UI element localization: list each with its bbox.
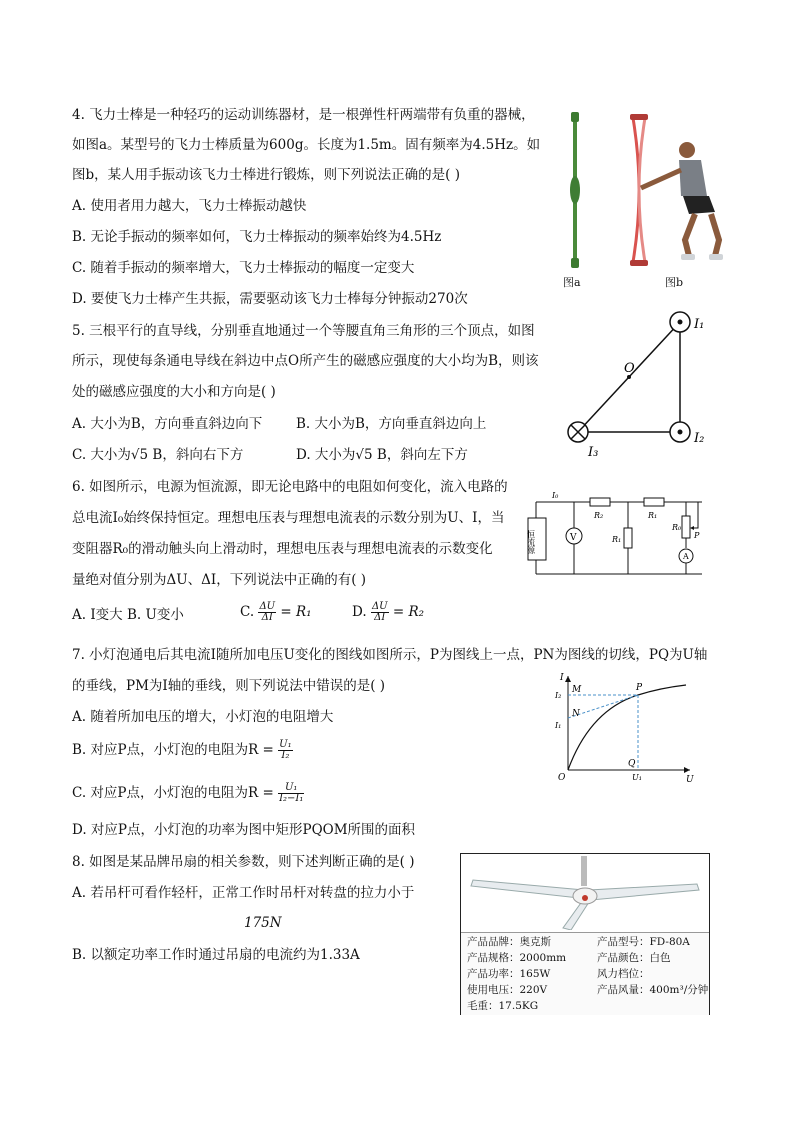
source-label: 恒流源 — [526, 530, 536, 554]
origin-label: O — [558, 773, 566, 783]
person-exercise-figure-b — [615, 110, 730, 270]
fig-b-caption: 图b — [665, 276, 684, 289]
label-i3: I₃ — [588, 445, 599, 460]
flexi-bar-figure-a — [555, 110, 595, 270]
q5-option-d: D. 大小为√5 B，斜向左下方 — [296, 447, 468, 463]
label-o: O — [624, 361, 635, 376]
u1-tick-label: U₁ — [632, 773, 642, 782]
spec-model: 产品型号：FD-80A — [597, 936, 690, 948]
q7-option-b: B. 对应P点，小灯泡的电阻为R = $\frac{\text{U₁}}{\text{I₂}}$ — [72, 739, 292, 761]
point-n-label: N — [572, 709, 580, 719]
spec-color: 产品颜色：白色 — [597, 952, 671, 964]
q8-option-a-line1: A. 若吊杆可看作轻杆，正常工作时吊杆对转盘的拉力小于 — [72, 885, 415, 901]
label-r0: R₀ — [672, 523, 682, 532]
q7-line2: 的垂线，PM为I轴的垂线，则下列说法中错误的是( ) — [72, 678, 386, 694]
label-r1: R₁ — [612, 535, 622, 544]
q8-option-b: B. 以额定功率工作时通过吊扇的电流约为1.33A — [72, 947, 360, 963]
spec-voltage: 使用电压：220V — [467, 984, 548, 996]
q6-line1: 6. 如图所示，电源为恒流源，即无论电路中的电阻如何变化，流入电路的 — [72, 479, 508, 495]
ceiling-fan-icon — [461, 854, 709, 930]
label-r1b: R₁ — [648, 511, 658, 520]
q5-option-b: B. 大小为B，方向垂直斜边向上 — [296, 416, 487, 432]
q4-line3: 图b，某人用手振动该飞力士棒进行锻炼，则下列说法正确的是( ) — [72, 167, 460, 183]
q5-line1: 5. 三根平行的直导线，分别垂直地通过一个等腰直角三角形的三个顶点，如图 — [72, 323, 535, 339]
voltmeter-label: V — [570, 533, 577, 543]
q7-option-d: D. 对应P点，小灯泡的功率为图中矩形PQOM所围的面积 — [72, 822, 416, 838]
q7-option-c: C. 对应P点，小灯泡的电阻为R = $\frac{\text{U₁}}{\text{I₂−I₁}}$ — [72, 782, 304, 804]
q4-option-b: B. 无论手振动的频率如何，飞力士棒振动的频率始终为4.5Hz — [72, 229, 442, 245]
label-p: P — [694, 531, 700, 540]
ammeter-label: A — [683, 552, 689, 561]
axis-u-label: U — [686, 775, 694, 785]
q5-line2: 所示，现使每条通电导线在斜边中点O所产生的磁感应强度的大小均为B，则该 — [72, 353, 539, 369]
q4-line1: 4. 飞力士棒是一种轻巧的运动训练器材，是一根弹性杆两端带有负重的器械， — [72, 107, 535, 123]
q4-option-a: A. 使用者用力越大，飞力士棒振动越快 — [72, 198, 307, 214]
q6-option-c: C. $\frac{\Delta U}{\Delta I}$ = R₁ — [240, 601, 312, 623]
spec-brand: 产品品牌：奥克斯 — [467, 936, 551, 948]
point-p-label: P — [636, 683, 643, 693]
q4-option-c: C. 随着手振动的频率增大，飞力士棒振动的幅度一定变大 — [72, 260, 415, 276]
q6-line2: 总电流I₀始终保持恒定。理想电压表与理想电流表的示数分别为U、I，当 — [72, 510, 505, 526]
spec-size: 产品规格：2000mm — [467, 952, 567, 964]
label-r2: R₂ — [594, 511, 604, 520]
q5-line3: 处的磁感应强度的大小和方向是( ) — [72, 384, 276, 400]
q7-line1: 7. 小灯泡通电后其电流I随所加电压U变化的图线如图所示，P为图线上一点，PN为图线的切线，PQ为U轴 — [72, 647, 708, 663]
point-q-label: Q — [628, 759, 636, 769]
ceiling-fan-spec-card — [460, 853, 710, 1015]
spec-gear: 风力档位： — [597, 968, 650, 980]
point-m-label: M — [572, 685, 582, 695]
spec-weight: 毛重：17.5KG — [467, 1000, 539, 1012]
q6-option-ab: A. I变大 B. U变小 — [72, 607, 184, 623]
q6-option-d: D. $\frac{\Delta U}{\Delta I}$ = R₂ — [352, 601, 425, 623]
iu-graph — [550, 670, 700, 785]
q5-option-a: A. 大小为B，方向垂直斜边向下 — [72, 416, 263, 432]
q7-option-a: A. 随着所加电压的增大，小灯泡的电阻增大 — [72, 709, 334, 725]
label-i0: I₀ — [552, 491, 559, 500]
q4-option-d: D. 要使飞力士棒产生共振，需要驱动该飞力士棒每分钟振动270次 — [72, 291, 468, 307]
q6-line3: 变阻器R₀的滑动触头向上滑动时，理想电压表与理想电流表的示数变化 — [72, 541, 493, 557]
axis-i-label: I — [560, 673, 564, 683]
wire-triangle-figure — [560, 310, 720, 460]
label-i2: I₂ — [694, 431, 705, 446]
i2-tick-label: I₂ — [555, 691, 562, 700]
spec-power: 产品功率：165W — [467, 968, 551, 980]
q6-line4: 量绝对值分别为ΔU、ΔI，下列说法中正确的有( ) — [72, 572, 367, 588]
q4-line2: 如图a。某型号的飞力士棒质量为600g。长度为1.5m。固有频率为4.5Hz。如 — [72, 137, 541, 153]
spec-flow: 产品风量：400m³/分钟 — [597, 984, 709, 996]
q8-option-a-line2: 175N — [244, 915, 282, 931]
q5-option-c: C. 大小为√5 B，斜向右下方 — [72, 447, 244, 463]
i1-tick-label: I₁ — [555, 721, 562, 730]
fig-a-caption: 图a — [563, 276, 581, 289]
q8-line1: 8. 如图是某品牌吊扇的相关参数，则下述判断正确的是( ) — [72, 854, 415, 870]
constant-current-circuit — [522, 486, 722, 581]
label-i1: I₁ — [694, 317, 705, 332]
